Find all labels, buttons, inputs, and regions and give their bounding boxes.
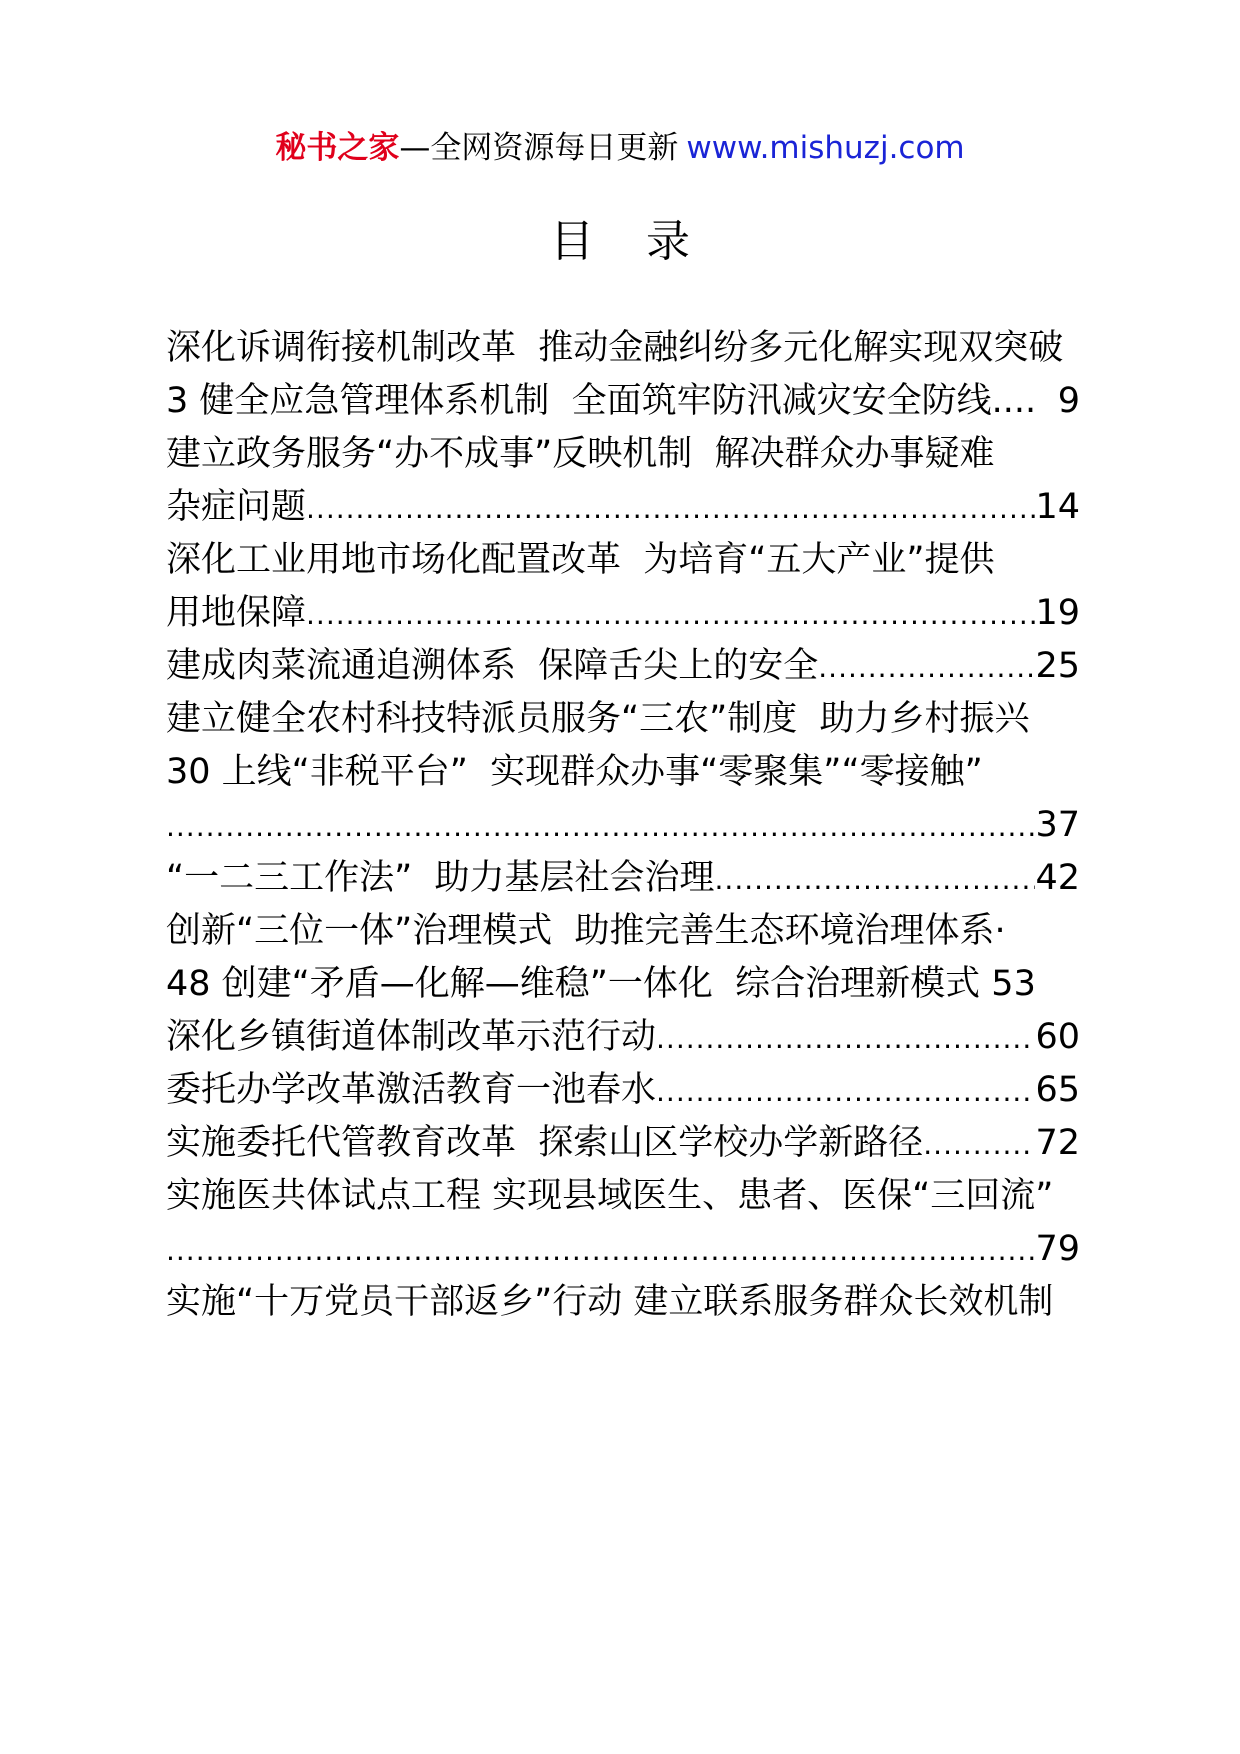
- table-of-contents: [166, 322, 1080, 1329]
- toc-entry-text: 创新“三位一体”治理模式 助推完善生态环境治理体系·: [166, 911, 1006, 951]
- toc-page-number: 60: [1035, 1017, 1080, 1057]
- toc-entry-text: 建成肉菜流通追溯体系 保障舌尖上的安全: [166, 646, 819, 686]
- dot-leader: [166, 799, 1035, 852]
- site-url[interactable]: www.mishuzj.com: [686, 130, 965, 166]
- toc-page-number: 42: [1035, 858, 1080, 898]
- toc-entry-text: 深化诉调衔接机制改革 推动金融纠纷多元化解实现双突破: [166, 328, 1064, 368]
- dot-leader: [923, 1117, 1035, 1170]
- toc-page-number: 79: [1035, 1229, 1080, 1269]
- toc-line[interactable]: [166, 905, 1080, 958]
- toc-entry-text: 实施委托代管教育改革 探索山区学校办学新路径: [166, 1123, 924, 1163]
- toc-line[interactable]: [166, 746, 1080, 799]
- toc-entry-text: 杂症问题: [166, 487, 307, 527]
- toc-line[interactable]: [166, 481, 1080, 534]
- brand-name: 秘书之家: [275, 130, 400, 166]
- dot-leader: [656, 1011, 1035, 1064]
- toc-line[interactable]: [166, 534, 1080, 587]
- toc-line[interactable]: [166, 640, 1080, 693]
- toc-entry-text: 建立健全农村科技特派员服务“三农”制度 助力乡村振兴: [166, 699, 1030, 739]
- toc-line[interactable]: [166, 1170, 1080, 1223]
- toc-line[interactable]: [166, 375, 1080, 428]
- toc-line[interactable]: [166, 587, 1080, 640]
- toc-line[interactable]: [166, 1117, 1080, 1170]
- dot-leader: [715, 852, 1036, 905]
- toc-page-number: 65: [1035, 1070, 1080, 1110]
- toc-entry-text: 实施医共体试点工程 实现县域医生、患者、医保“三回流”: [166, 1176, 1054, 1216]
- toc-page-number: 14: [1035, 487, 1080, 527]
- toc-entry-text: 建立政务服务“办不成事”反映机制 解决群众办事疑难: [166, 434, 995, 474]
- toc-entry-text: 3 健全应急管理体系机制 全面筑牢防汛减灾安全防线....: [166, 381, 1037, 421]
- toc-entry-text: 委托办学改革激活教育一池春水: [166, 1070, 657, 1110]
- toc-page-number: 37: [1035, 805, 1080, 845]
- toc-page-number: 72: [1035, 1123, 1080, 1163]
- dot-leader: [306, 481, 1035, 534]
- toc-entry-text: “一二三工作法” 助力基层社会治理: [166, 858, 715, 898]
- header-slogan: —全网资源每日更新: [399, 130, 679, 166]
- toc-line[interactable]: [166, 1011, 1080, 1064]
- toc-page-number: 19: [1035, 593, 1080, 633]
- toc-entry-text: 实施“十万党员干部返乡”行动 建立联系服务群众长效机制: [166, 1282, 1054, 1322]
- toc-line[interactable]: [166, 958, 1080, 1011]
- toc-line[interactable]: [166, 799, 1080, 852]
- toc-line[interactable]: [166, 322, 1080, 375]
- toc-entry-text: 深化乡镇街道体制改革示范行动: [166, 1017, 657, 1057]
- page-title: 目录: [550, 216, 742, 267]
- toc-page-number: 25: [1035, 646, 1080, 686]
- dot-leader: [818, 640, 1035, 693]
- toc-entry-text: 用地保障: [166, 593, 307, 633]
- toc-line[interactable]: [166, 693, 1080, 746]
- toc-page-number: 9: [1057, 381, 1080, 421]
- toc-line[interactable]: [166, 1223, 1080, 1276]
- toc-line[interactable]: [166, 1276, 1080, 1329]
- toc-line[interactable]: [166, 852, 1080, 905]
- dot-leader: [166, 1223, 1035, 1276]
- dot-leader: [656, 1064, 1035, 1117]
- site-header: [0, 128, 1240, 168]
- dot-leader: [306, 587, 1035, 640]
- toc-line[interactable]: [166, 1064, 1080, 1117]
- toc-entry-text: 48 创建“矛盾—化解—维稳”一体化 综合治理新模式 53: [166, 964, 1036, 1004]
- toc-entry-text: 30 上线“非税平台” 实现群众办事“零聚集”“零接触”: [166, 752, 983, 792]
- toc-entry-text: 深化工业用地市场化配置改革 为培育“五大产业”提供: [166, 540, 995, 580]
- toc-line[interactable]: [166, 428, 1080, 481]
